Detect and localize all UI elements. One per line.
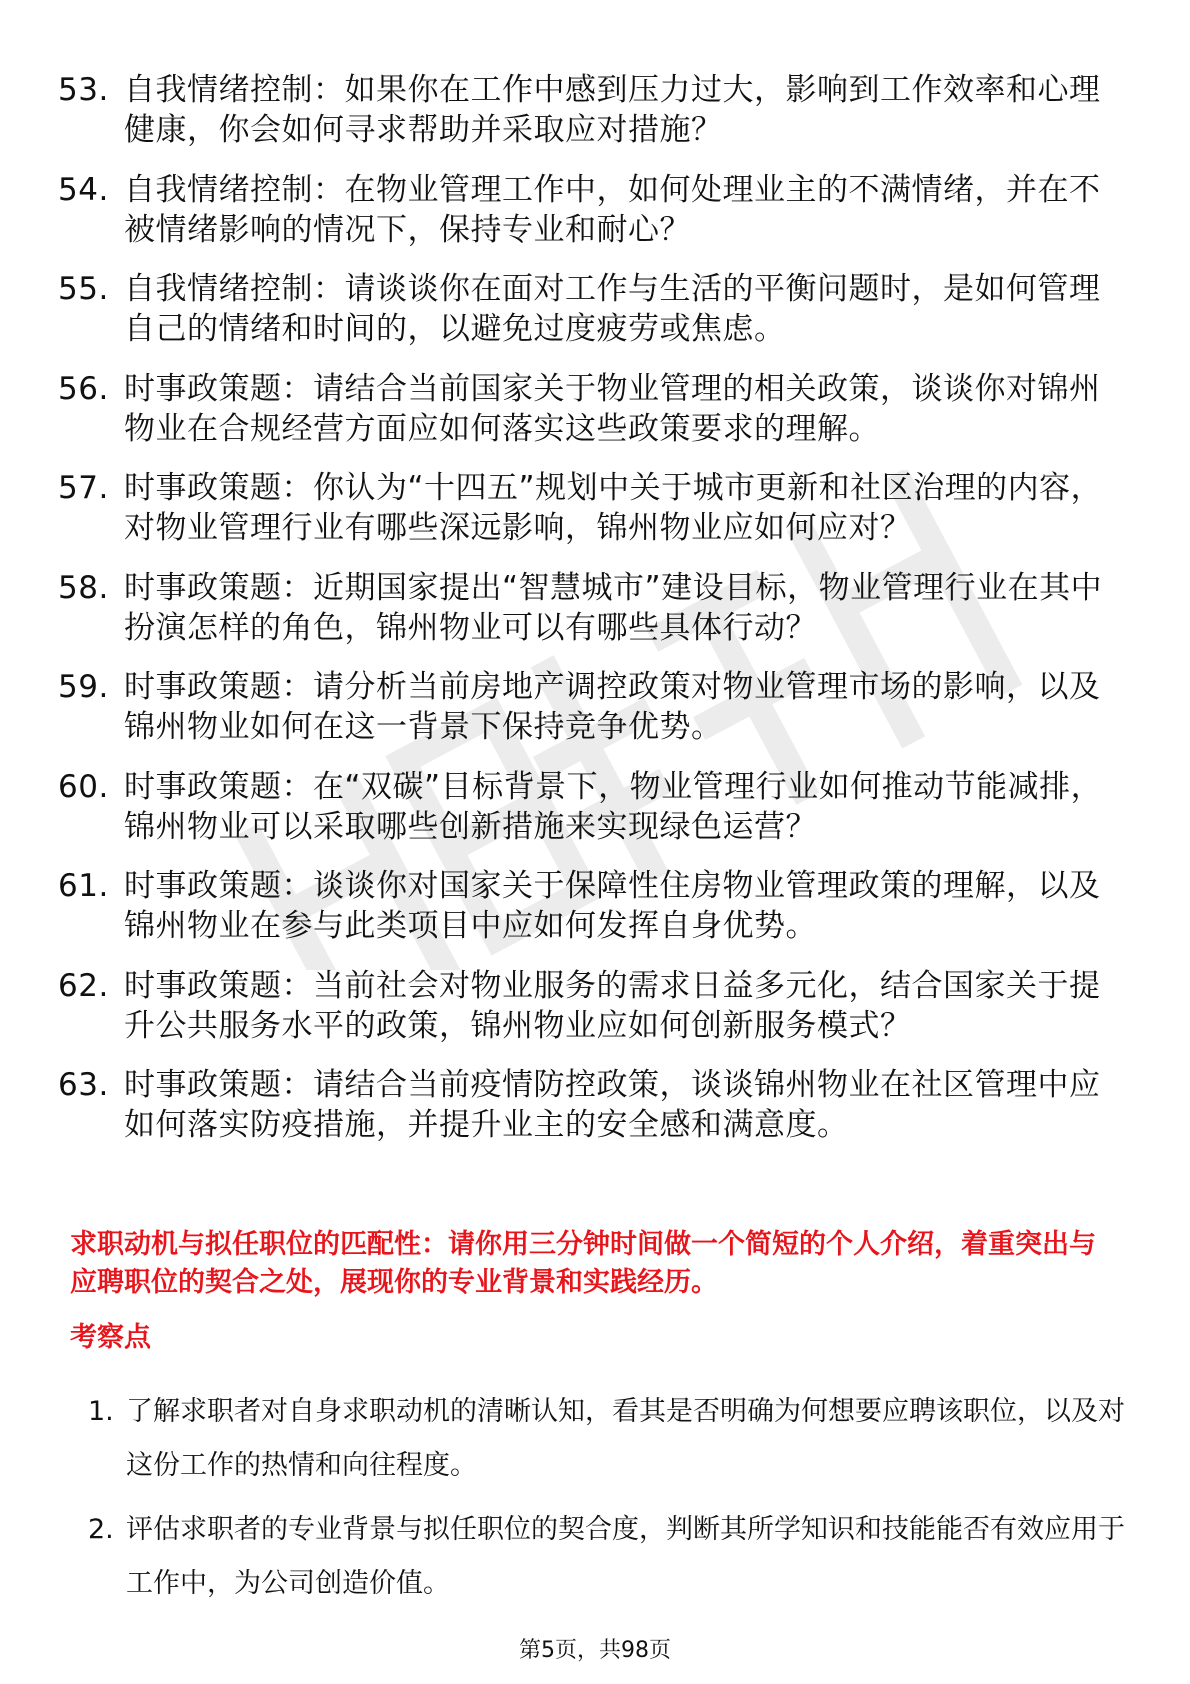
assessment-points-list [88,1385,1128,1621]
question-text: 自我情绪控制：请谈谈你在面对工作与生活的平衡问题时，是如何管理自己的情绪和时间的，以避免过度疲劳或焦虑。 [124,271,1101,347]
question-number: 53. [58,72,109,108]
question-item [58,468,1108,548]
question-item [58,568,1108,648]
question-text: 时事政策题：请结合当前疫情防控政策，谈谈锦州物业在社区管理中应如何落实防疫措施，并提升业主的安全感和满意度。 [124,1067,1101,1143]
question-text: 自我情绪控制：在物业管理工作中，如何处理业主的不满情绪，并在不被情绪影响的情况下，保持专业和耐心？ [124,171,1101,248]
question-text: 时事政策题：请结合当前国家关于物业管理的相关政策，谈谈你对锦州物业在合规经营方面应如何落实这些政策要求的理解。 [124,370,1101,447]
question-item [58,966,1108,1046]
question-number: 60. [58,768,109,805]
section-heading: 求职动机与拟任职位的匹配性：请你用三分钟时间做一个简短的个人介绍，着重突出与应聘职位的契合之处，展现你的专业背景和实践经历。 [70,1229,1096,1298]
question-text: 时事政策题：谈谈你对国家关于保障性住房物业管理政策的理解，以及锦州物业在参与此类项目中应如何发挥自身优势。 [124,868,1101,944]
question-number: 63. [58,1067,109,1103]
question-item [58,369,1108,449]
point-text: 了解求职者对自身求职动机的清晰认知，看其是否明确为何想要应聘该职位，以及对这份工作的热情和向往程度。 [126,1396,1125,1481]
question-number: 62. [58,967,109,1004]
points-label: 考察点 [70,1322,151,1353]
question-text: 时事政策题：请分析当前房地产调控政策对物业管理市场的影响，以及锦州物业如何在这一背景下保持竞争优势。 [124,669,1101,745]
question-text: 时事政策题：当前社会对物业服务的需求日益多元化，结合国家关于提升公共服务水平的政策，锦州物业应如何创新服务模式？ [124,967,1101,1044]
question-number: 58. [58,569,109,606]
point-text: 评估求职者的专业背景与拟任职位的契合度，判断其所学知识和技能能否有效应用于工作中，为公司创造价值。 [126,1514,1125,1599]
assessment-point [88,1385,1128,1493]
question-number: 57. [58,470,109,506]
question-text: 时事政策题：近期国家提出“智慧城市”建设目标，物业管理行业在其中扮演怎样的角色，锦州物业可以有哪些具体行动？ [124,569,1103,646]
question-number: 55. [58,271,109,307]
question-item [58,667,1108,747]
question-item [58,1065,1108,1145]
point-number: 2. [88,1514,114,1545]
question-list [58,70,1108,1165]
question-number: 59. [58,669,109,705]
page-footer: 第5页，共98页 [519,1638,671,1663]
assessment-point [88,1503,1128,1611]
question-text: 自我情绪控制：如果你在工作中感到压力过大，影响到工作效率和心理健康，你会如何寻求帮助并采取应对措施？ [124,72,1101,148]
question-text: 时事政策题：你认为“十四五”规划中关于城市更新和社区治理的内容，对物业管理行业有哪些深远影响，锦州物业应如何应对？ [124,470,1103,546]
question-text: 时事政策题：在“双碳”目标背景下，物业管理行业如何推动节能减排，锦州物业可以采取哪些创新措施来实现绿色运营？ [124,768,1103,845]
question-number: 54. [58,171,109,208]
question-item [58,866,1108,946]
question-number: 61. [58,868,109,904]
question-item [58,767,1108,847]
question-item [58,70,1108,150]
question-number: 56. [58,370,109,407]
question-item [58,269,1108,349]
point-number: 1. [88,1396,114,1427]
question-item [58,170,1108,250]
